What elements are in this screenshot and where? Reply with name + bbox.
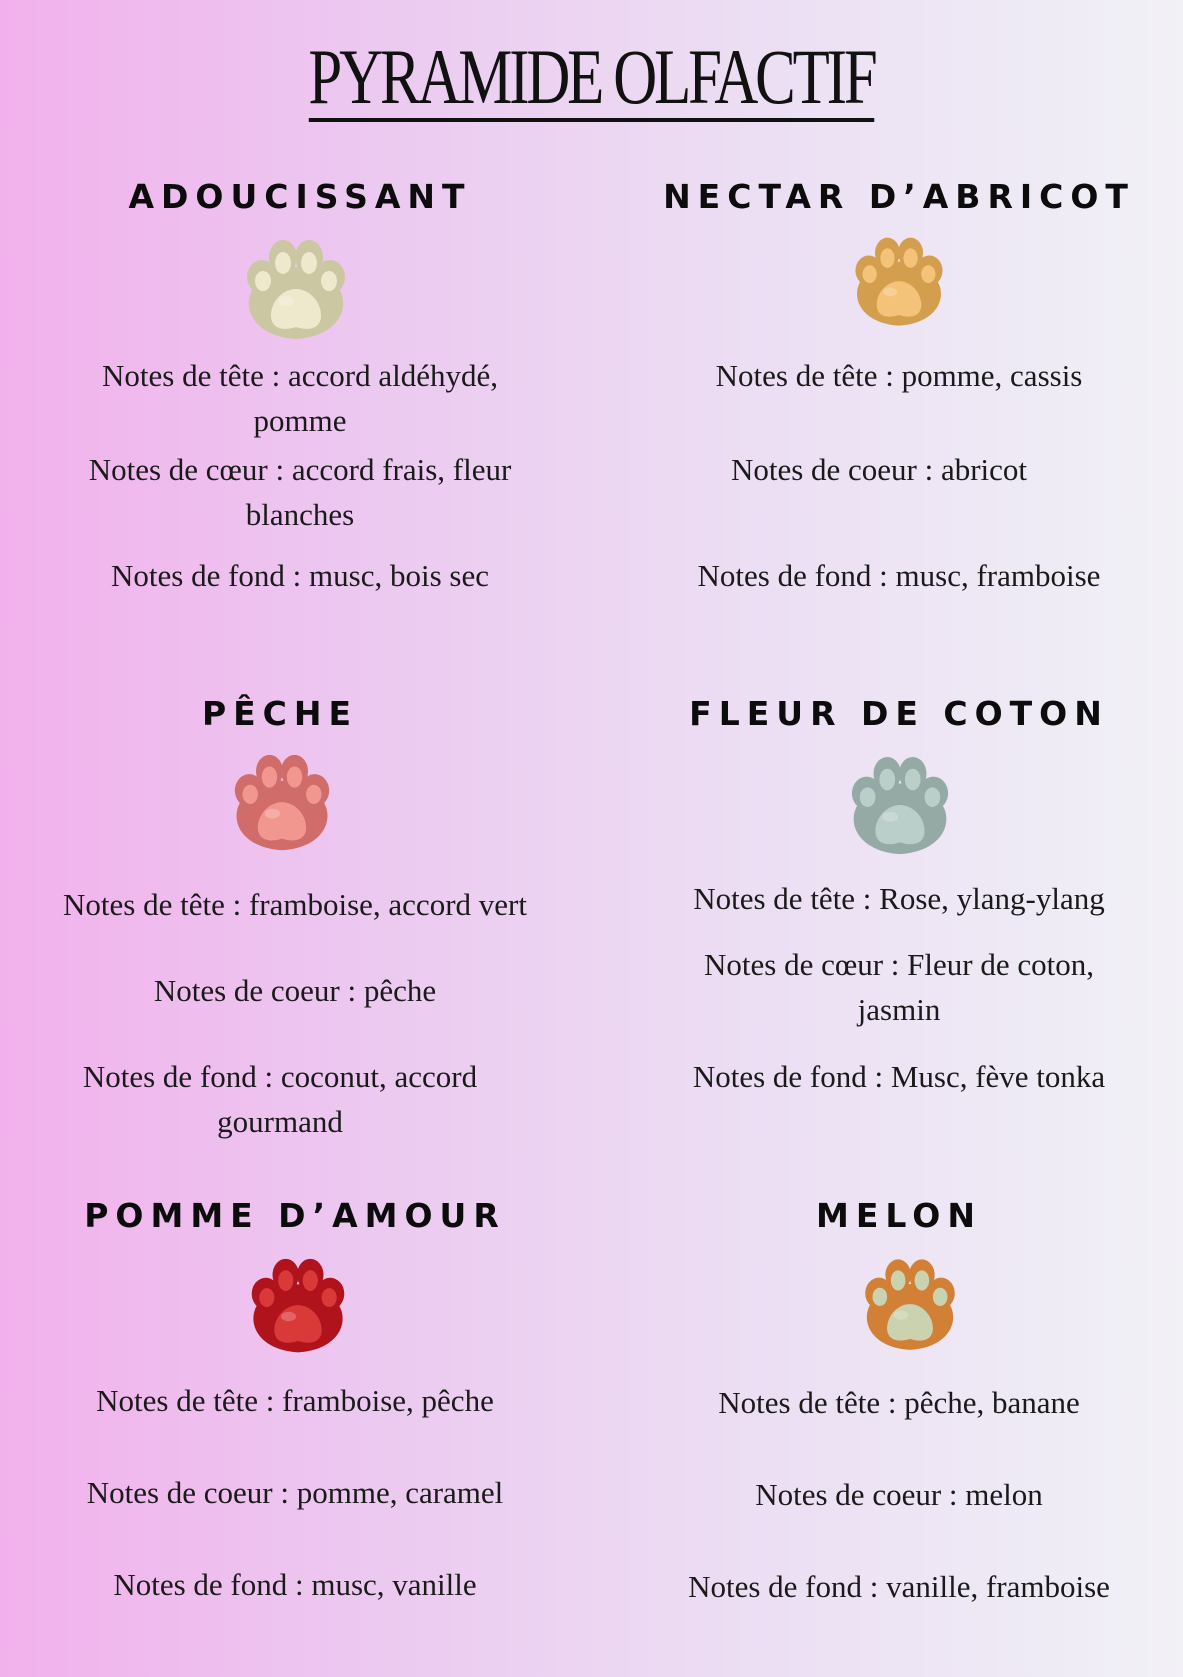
paw-icon: [843, 754, 957, 860]
product-card-nectar-abricot: [619, 175, 1179, 655]
paw-icon: [243, 1256, 353, 1358]
note-coeur: Notes de cœur : accord frais, fleur blanches: [88, 452, 512, 532]
product-name: ADOUCISSANT: [128, 177, 472, 216]
product-card-pomme-amour: [15, 1196, 575, 1676]
paw-icon: [238, 237, 354, 345]
product-name: POMME D’AMOUR: [84, 1196, 506, 1235]
note-coeur: Notes de coeur : abricot: [730, 452, 1028, 487]
product-card-peche: [0, 694, 560, 1174]
note-tete: Notes de tête : accord aldéhydé, pomme: [102, 358, 498, 438]
product-card-adoucissant: [20, 175, 580, 655]
note-tete: Notes de tête : pomme, cassis: [715, 358, 1083, 393]
note-coeur: Notes de coeur : pêche: [153, 973, 437, 1008]
product-card-fleur-de-coton: [619, 694, 1179, 1174]
note-fond: Notes de fond : vanille, framboise: [688, 1569, 1110, 1604]
product-name: PÊCHE: [201, 694, 359, 733]
paw-icon: [847, 235, 951, 331]
note-fond: Notes de fond : musc, bois sec: [111, 558, 489, 593]
product-card-melon: [619, 1196, 1179, 1676]
note-tete: Notes de tête : framboise, pêche: [96, 1383, 494, 1418]
product-name: NECTAR D’ABRICOT: [663, 177, 1135, 216]
note-coeur: Notes de coeur : pomme, caramel: [86, 1475, 504, 1510]
page-title: PYRAMIDE OLFACTIF: [308, 33, 875, 120]
note-fond: Notes de fond : coconut, accord gourmand: [82, 1059, 478, 1139]
paw-icon: [857, 1256, 963, 1356]
paw-icon: [226, 752, 338, 856]
note-fond: Notes de fond : Musc, fève tonka: [692, 1059, 1106, 1094]
note-tete: Notes de tête : Rose, ylang-ylang: [693, 881, 1105, 916]
note-tete: Notes de tête : pêche, banane: [718, 1385, 1080, 1420]
note-fond: Notes de fond : musc, vanille: [113, 1567, 477, 1602]
note-tete: Notes de tête : framboise, accord vert: [63, 887, 527, 922]
note-coeur: Notes de coeur : melon: [755, 1477, 1043, 1512]
product-name: FLEUR DE COTON: [689, 694, 1109, 733]
note-coeur: Notes de cœur : Fleur de coton, jasmin: [704, 947, 1094, 1027]
product-name: MELON: [816, 1196, 982, 1235]
note-fond: Notes de fond : musc, framboise: [697, 558, 1101, 593]
